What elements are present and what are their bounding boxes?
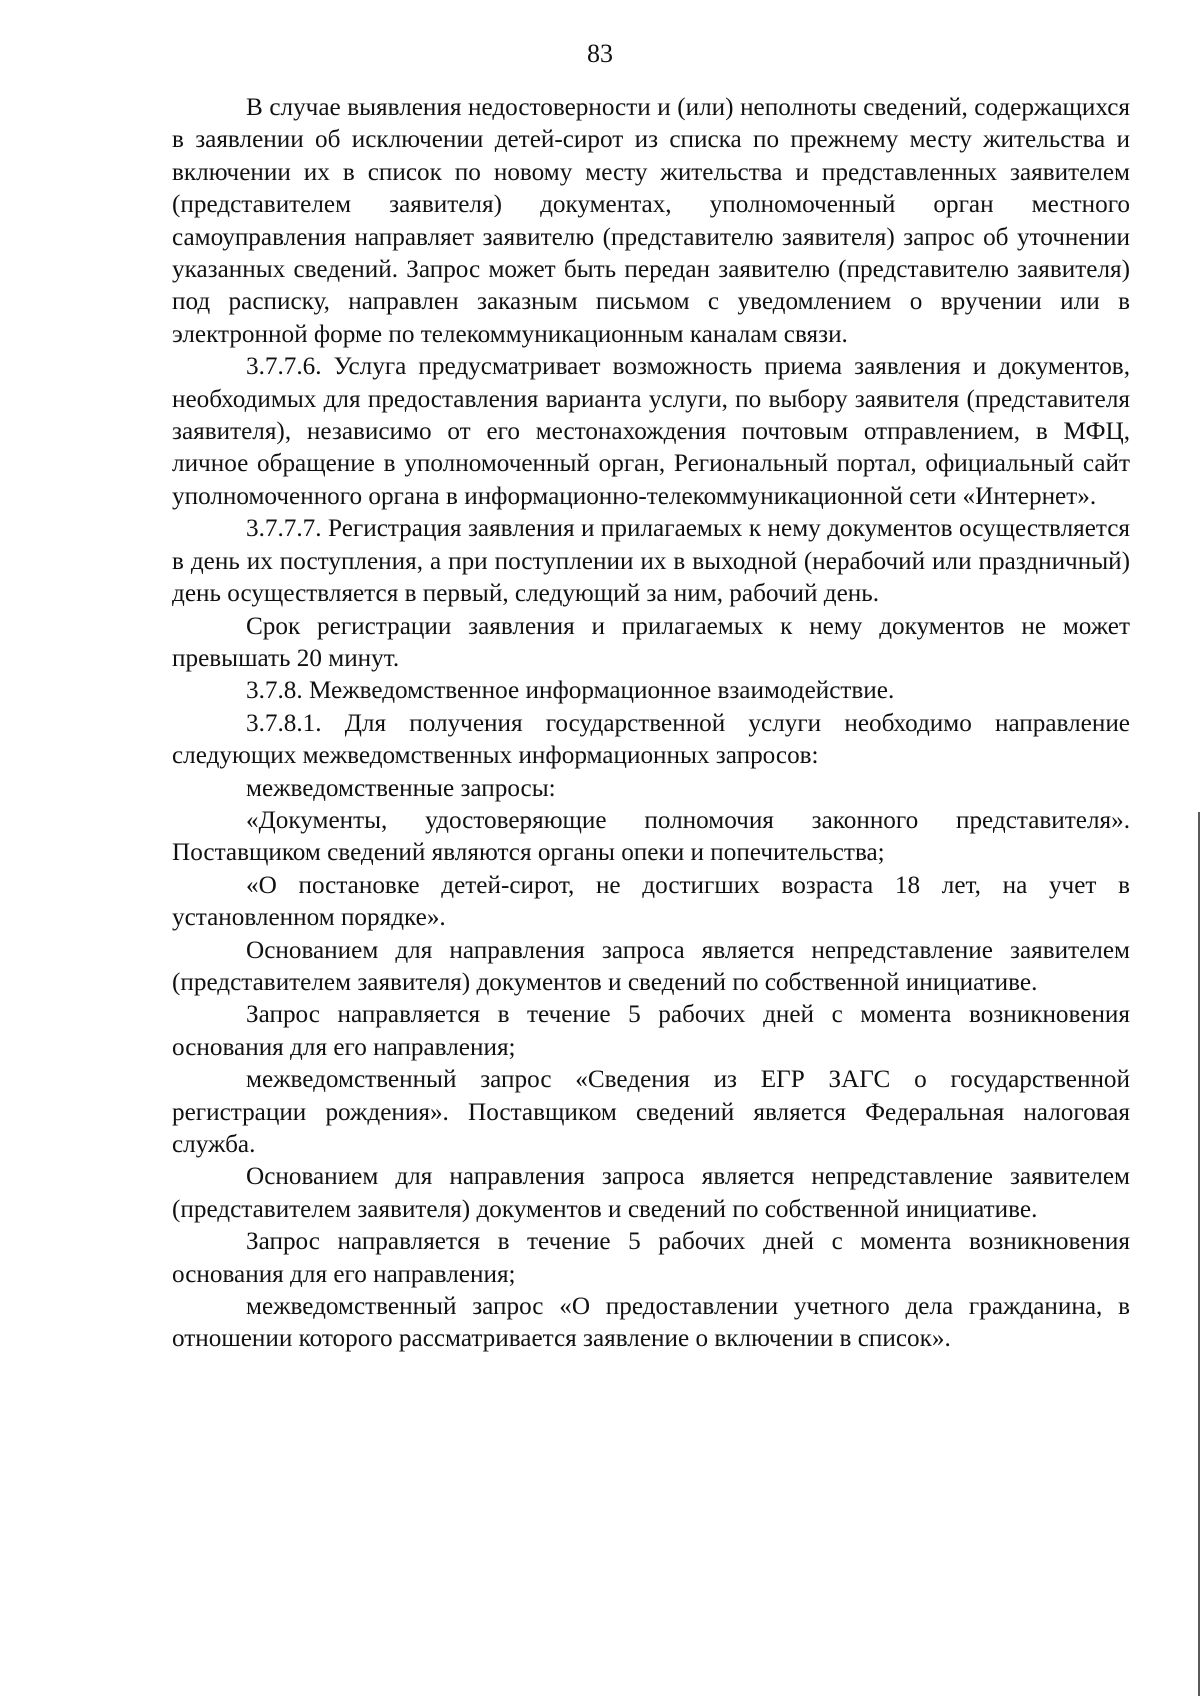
paragraph: «О постановке детей-сирот, не достигших возраста 18 лет, на учет в установленном порядке». [172, 871, 1130, 932]
page-number: 83 [587, 39, 613, 68]
paragraph: Запрос направляется в течение 5 рабочих дней с момента возникновения основания для его направления; [172, 1001, 1130, 1061]
paragraph: В случае выявления недостоверности и (или) неполноты сведений, содержащихся в заявлении об исключении детей-сирот из списка по прежнему месту жительства и включении их в список по новому месту жительства и представленных заявителем (представителем заявителя) документах, уполномоченный орган местного самоуправления направляет заявителю (представителю заявителя) запрос об уточнении указанных сведений. Запрос может быть передан заявителю (представителю заявителя) под расписку, направлен заказным письмом с уведомлением о вручении или в электронной форме по телекоммуникационным каналам связи. [172, 94, 1130, 348]
paragraph: Основанием для направления запроса является непредставление заявителем (представителем заявителя) документов и сведений по собственной инициативе. [172, 1163, 1130, 1223]
paragraph: межведомственные запросы: [246, 774, 556, 802]
paragraph: 3.7.7.6. Услуга предусматривает возможность приема заявления и документов, необходимых для предоставления варианта услуги, по выбору заявителя (представителя заявителя), независимо от его местонахождения почтовым отправлением, в МФЦ, личное обращение в уполномоченный орган, Региональный портал, официальный сайт уполномоченного органа в информационно-телекоммуникационной сети «Интернет». [172, 353, 1130, 510]
paragraph: 3.7.8.1. Для получения государственной услуги необходимо направление следующих межведомственных информационных запросов: [172, 709, 1130, 770]
paragraph: Основанием для направления запроса является непредставление заявителем (представителем заявителя) документов и сведений по собственной инициативе. [172, 936, 1130, 996]
paragraph: межведомственный запрос «О предоставлении учетного дела гражданина, в отношении которого рассматривается заявление о включении в список». [172, 1293, 1130, 1353]
paragraph: 3.7.7.7. Регистрация заявления и прилагаемых к нему документов осуществляется в день их поступления, а при поступлении их в выходной (нерабочий или праздничный) день осуществляется в первый, следующий за ним, рабочий день. [172, 515, 1130, 608]
paragraph: «Документы, удостоверяющие полномочия законного представителя». Поставщиком сведений являются органы опеки и попечительства; [172, 806, 1130, 867]
paragraph: Запрос направляется в течение 5 рабочих дней с момента возникновения основания для его направления; [172, 1228, 1130, 1288]
paragraph: 3.7.8. Межведомственное информационное взаимодействие. [246, 677, 895, 705]
body-text [172, 92, 1130, 1356]
paragraph: межведомственный запрос «Сведения из ЕГР ЗАГС о государственной регистрации рождения». Поставщиком сведений является Федеральная налоговая служба. [172, 1066, 1130, 1158]
paragraph: Срок регистрации заявления и прилагаемых к нему документов не может превышать 20 минут. [172, 612, 1130, 672]
